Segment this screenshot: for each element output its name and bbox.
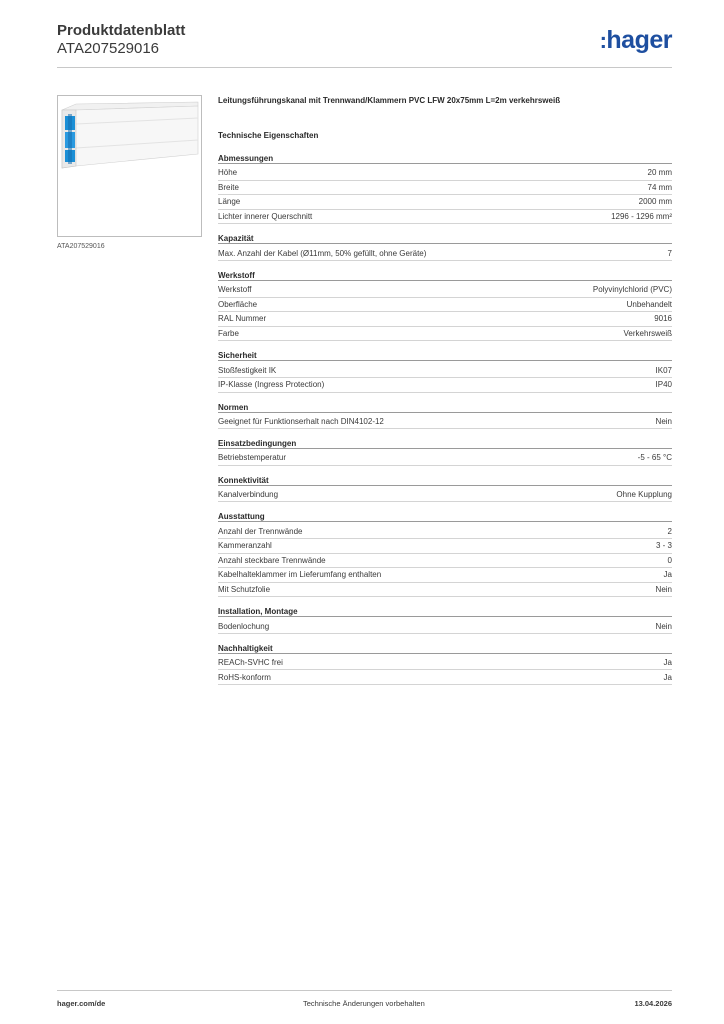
property-label: Bodenlochung — [218, 621, 270, 631]
footer-notice: Technische Änderungen vorbehalten — [303, 999, 425, 1008]
property-label: Stoßfestigkeit IK — [218, 365, 277, 375]
property-value: Unbehandelt — [626, 299, 672, 309]
property-value: Nein — [655, 416, 672, 426]
property-label: Anzahl der Trennwände — [218, 526, 303, 536]
property-value: -5 - 65 °C — [637, 453, 672, 463]
property-row — [218, 554, 672, 569]
property-label: RAL Nummer — [218, 314, 267, 324]
property-row — [218, 568, 672, 583]
property-section — [218, 154, 672, 224]
property-section — [218, 234, 672, 261]
property-label: Kanalverbindung — [218, 490, 279, 500]
properties-heading: Technische Eigenschaften — [218, 131, 319, 140]
property-label: Breite — [218, 182, 239, 192]
property-label: Betriebstemperatur — [218, 453, 287, 463]
property-value: 2 — [667, 526, 672, 536]
property-row — [218, 210, 672, 225]
property-sections — [218, 154, 672, 685]
property-row — [218, 378, 672, 393]
property-section — [218, 512, 672, 597]
section-title: Kapazität — [218, 234, 672, 244]
product-content — [218, 96, 672, 695]
property-label: Anzahl steckbare Trennwände — [218, 555, 326, 565]
property-label: Kabelhalteklammer im Lieferumfang enthalten — [218, 570, 382, 580]
footer-date: 13.04.2026 — [634, 999, 672, 1008]
property-label: Werkstoff — [218, 285, 252, 295]
property-row — [218, 539, 672, 554]
image-caption: ATA207529016 — [57, 243, 105, 250]
property-value: 0 — [667, 555, 672, 565]
property-section — [218, 403, 672, 430]
property-section — [218, 607, 672, 634]
property-label: Höhe — [218, 168, 238, 178]
property-row — [218, 166, 672, 181]
property-value: Ja — [663, 658, 672, 668]
property-value: Ja — [663, 570, 672, 580]
property-label: Mit Schutzfolie — [218, 584, 271, 594]
property-row — [218, 283, 672, 298]
article-number: ATA207529016 — [57, 40, 160, 57]
property-row — [218, 246, 672, 261]
property-label: Lichter innerer Querschnitt — [218, 212, 313, 222]
footer-website: hager.com/de — [57, 999, 106, 1008]
property-row — [218, 488, 672, 503]
property-value: Nein — [655, 621, 672, 631]
property-label: IP-Klasse (Ingress Protection) — [218, 380, 325, 390]
property-row — [218, 583, 672, 598]
product-image — [57, 95, 202, 237]
property-row — [218, 656, 672, 671]
product-description: Leitungsführungskanal mit Trennwand/Klammern PVC LFW 20x75mm L=2m verkehrsweiß — [218, 96, 561, 105]
property-row — [218, 619, 672, 634]
section-title: Installation, Montage — [218, 607, 672, 617]
property-value: IK07 — [655, 365, 672, 375]
page-header — [57, 22, 672, 68]
logo-text: hager — [606, 26, 672, 54]
property-row — [218, 524, 672, 539]
property-value: Nein — [655, 584, 672, 594]
property-row — [218, 363, 672, 378]
property-row — [218, 195, 672, 210]
property-row — [218, 298, 672, 313]
property-row — [218, 670, 672, 685]
cable-duct-illustration — [58, 96, 201, 236]
hager-logo: :hager — [599, 26, 672, 54]
property-value: IP40 — [655, 380, 672, 390]
section-title: Abmessungen — [218, 154, 672, 164]
property-row — [218, 415, 672, 430]
section-title: Einsatzbedingungen — [218, 439, 672, 449]
property-section — [218, 351, 672, 392]
property-label: Max. Anzahl der Kabel (Ø11mm, 50% gefüllt, ohne Geräte) — [218, 248, 427, 258]
property-section — [218, 644, 672, 685]
section-title: Sicherheit — [218, 351, 672, 361]
property-row — [218, 451, 672, 466]
property-value: 2000 mm — [638, 197, 672, 207]
property-row — [218, 327, 672, 342]
property-value: Ja — [663, 672, 672, 682]
property-section — [218, 271, 672, 341]
property-value: 74 mm — [647, 182, 672, 192]
property-label: Länge — [218, 197, 241, 207]
property-label: Geeignet für Funktionserhalt nach DIN4102-12 — [218, 416, 384, 426]
property-label: Oberfläche — [218, 299, 258, 309]
property-value: 20 mm — [647, 168, 672, 178]
property-value: Polyvinylchlorid (PVC) — [592, 285, 672, 295]
property-section — [218, 476, 672, 503]
property-label: Kammeranzahl — [218, 541, 272, 551]
property-label: REACh-SVHC frei — [218, 658, 283, 668]
property-label: RoHS-konform — [218, 672, 271, 682]
property-value: 3 - 3 — [655, 541, 672, 551]
property-row — [218, 312, 672, 327]
section-title: Normen — [218, 403, 672, 413]
section-title: Werkstoff — [218, 271, 672, 281]
section-title: Konnektivität — [218, 476, 672, 486]
section-title: Nachhaltigkeit — [218, 644, 672, 654]
property-section — [218, 439, 672, 466]
property-value: 7 — [667, 248, 672, 258]
property-value: 1296 - 1296 mm² — [611, 212, 672, 222]
document-title: Produktdatenblatt — [57, 22, 186, 39]
property-row — [218, 181, 672, 196]
page-footer — [57, 990, 672, 1010]
section-title: Ausstattung — [218, 512, 672, 522]
property-value: 9016 — [654, 314, 672, 324]
property-value: Verkehrsweiß — [623, 329, 672, 339]
property-value: Ohne Kupplung — [616, 490, 672, 500]
property-label: Farbe — [218, 329, 239, 339]
